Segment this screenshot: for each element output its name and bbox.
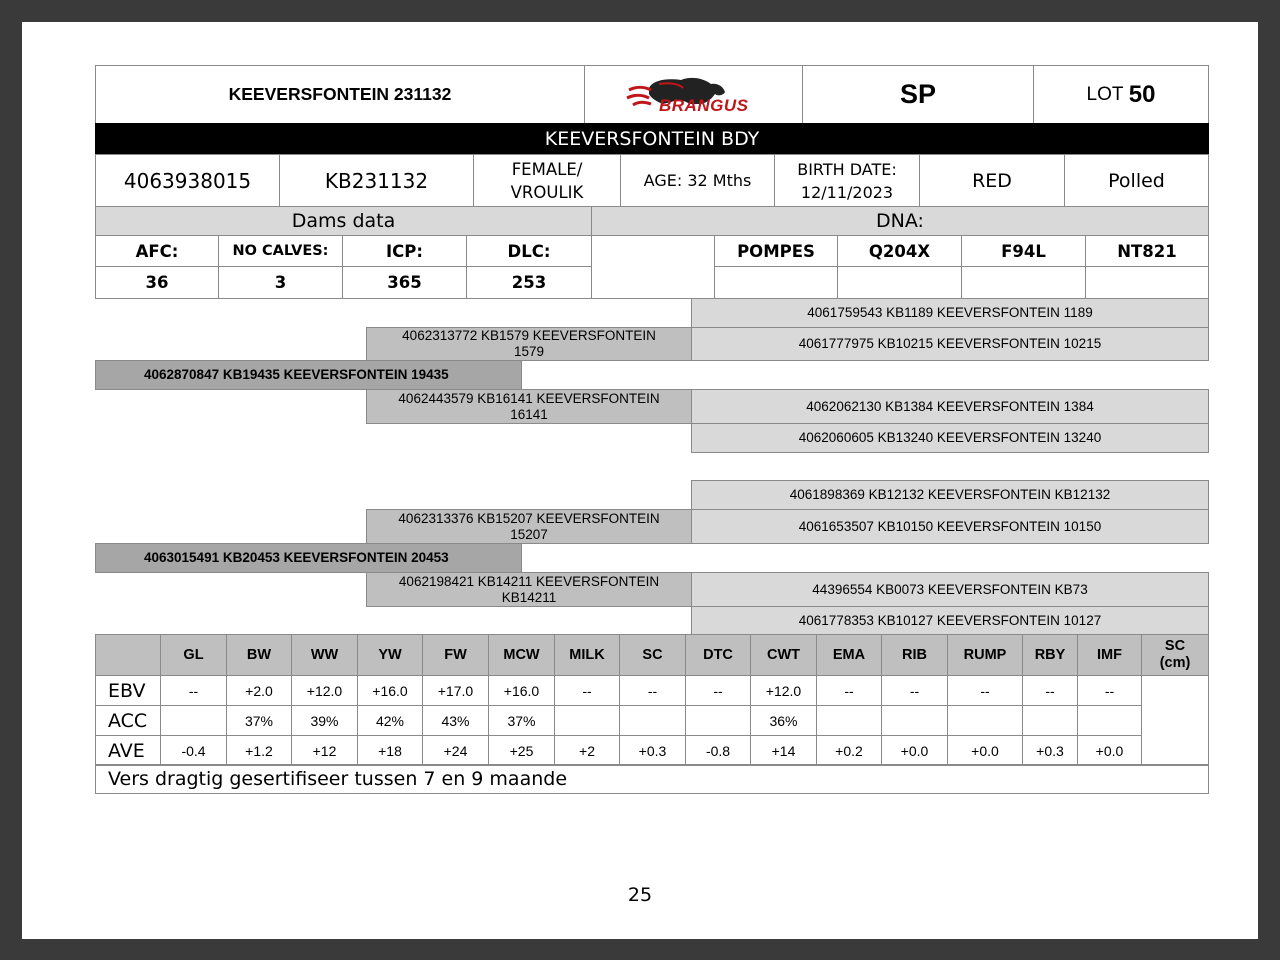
dna-blank-cell bbox=[591, 235, 715, 299]
lot-box bbox=[1033, 65, 1209, 124]
ebv-cell: -- bbox=[816, 675, 882, 706]
catalogue-page bbox=[22, 22, 1258, 939]
ebv-header-imf: IMF bbox=[1077, 634, 1142, 676]
dams-header-no-calves: NO CALVES: bbox=[218, 235, 343, 267]
ebv-cell: +12 bbox=[291, 735, 358, 766]
ebv-cell: +14 bbox=[750, 735, 817, 766]
dna-header-f94l: F94L bbox=[961, 235, 1086, 267]
ebv-header-sc: SC bbox=[619, 634, 686, 676]
ebv-cell bbox=[816, 705, 882, 736]
ebv-cell bbox=[1022, 705, 1078, 736]
ebv-cell: 37% bbox=[226, 705, 292, 736]
ebv-cell: +12.0 bbox=[291, 675, 358, 706]
ebv-header-milk: MILK bbox=[554, 634, 620, 676]
ebv-cell: -- bbox=[1022, 675, 1078, 706]
pedigree-sire: 4062870847 KB19435 KEEVERSFONTEIN 19435 bbox=[95, 360, 522, 390]
lot-label: LOT bbox=[1086, 83, 1124, 105]
ebv-cell: 42% bbox=[357, 705, 423, 736]
logo-text: BRANGUS bbox=[659, 96, 749, 115]
prefix-bar: KEEVERSFONTEIN BDY bbox=[95, 123, 1209, 155]
pedigree-sire-sire-sire: 4061759543 KB1189 KEEVERSFONTEIN 1189 bbox=[691, 298, 1209, 328]
pedigree-sire-dam-sire: 4062062130 KB1384 KEEVERSFONTEIN 1384 bbox=[691, 389, 1209, 424]
ebv-cell bbox=[881, 705, 948, 736]
colour: RED bbox=[919, 154, 1065, 207]
ebv-header-dtc: DTC bbox=[685, 634, 751, 676]
ebv-cell: +0.0 bbox=[1077, 735, 1142, 766]
ebv-cell: +25 bbox=[488, 735, 555, 766]
dna-title: DNA: bbox=[591, 206, 1209, 236]
sex-english: FEMALE/ bbox=[511, 159, 583, 179]
ebv-cell bbox=[685, 705, 751, 736]
ebv-header-yw: YW bbox=[357, 634, 423, 676]
ebv-header-sc-cm bbox=[1141, 634, 1209, 676]
dna-value-nt821 bbox=[1085, 266, 1209, 299]
ebv-cell: -- bbox=[881, 675, 948, 706]
class-code: SP bbox=[802, 65, 1034, 124]
ebv-header-rump: RUMP bbox=[947, 634, 1023, 676]
dna-header-pompes: POMPES bbox=[714, 235, 838, 267]
ebv-header-gl: GL bbox=[160, 634, 227, 676]
ebv-cell: -- bbox=[160, 675, 227, 706]
ebv-cell: -- bbox=[1077, 675, 1142, 706]
ebv-cell: 37% bbox=[488, 705, 555, 736]
dams-value-no-calves: 3 bbox=[218, 266, 343, 299]
ebv-cell: +17.0 bbox=[422, 675, 489, 706]
birth-date-label: BIRTH DATE: bbox=[797, 159, 897, 179]
pedigree-dam-dam: 4062198421 KB14211 KEEVERSFONTEIN KB14211 bbox=[366, 572, 692, 607]
dna-value-pompes bbox=[714, 266, 838, 299]
ebv-cell: +16.0 bbox=[488, 675, 555, 706]
ebv-cell: +0.3 bbox=[619, 735, 686, 766]
ebv-cell: +24 bbox=[422, 735, 489, 766]
ebv-cell bbox=[1077, 705, 1142, 736]
sc-label: SC bbox=[1164, 638, 1186, 654]
ebv-cell: -- bbox=[619, 675, 686, 706]
dna-value-q204x bbox=[837, 266, 962, 299]
ebv-sc-cm-value bbox=[1141, 675, 1209, 766]
ebv-header-ema: EMA bbox=[816, 634, 882, 676]
ebv-row-label-acc: ACC bbox=[95, 705, 161, 736]
pedigree-dam: 4063015491 KB20453 KEEVERSFONTEIN 20453 bbox=[95, 543, 522, 573]
ebv-cell: 43% bbox=[422, 705, 489, 736]
ebv-header-corner bbox=[95, 634, 161, 676]
ebv-header-cwt: CWT bbox=[750, 634, 817, 676]
ebv-cell: +1.2 bbox=[226, 735, 292, 766]
pedigree-sire-sire-dam: 4061777975 KB10215 KEEVERSFONTEIN 10215 bbox=[691, 327, 1209, 361]
ebv-cell: -- bbox=[685, 675, 751, 706]
dna-value-f94l bbox=[961, 266, 1086, 299]
pedigree-sire-dam-dam: 4062060605 KB13240 KEEVERSFONTEIN 13240 bbox=[691, 423, 1209, 453]
pedigree-sire-sire: 4062313772 KB1579 KEEVERSFONTEIN 1579 bbox=[366, 327, 692, 361]
ebv-cell: 36% bbox=[750, 705, 817, 736]
ebv-cell: +18 bbox=[357, 735, 423, 766]
dams-value-afc: 36 bbox=[95, 266, 219, 299]
pedigree-dam-sire-sire: 4061898369 KB12132 KEEVERSFONTEIN KB12132 bbox=[691, 480, 1209, 510]
pedigree-dam-sire-dam: 4061653507 KB10150 KEEVERSFONTEIN 10150 bbox=[691, 509, 1209, 544]
ebv-cell bbox=[554, 705, 620, 736]
pedigree-dam-sire: 4062313376 KB15207 KEEVERSFONTEIN 15207 bbox=[366, 509, 692, 544]
dams-header-icp: ICP: bbox=[342, 235, 467, 267]
dams-value-dlc: 253 bbox=[466, 266, 592, 299]
age: AGE: 32 Mths bbox=[620, 154, 775, 207]
ebv-row-label-ave: AVE bbox=[95, 735, 161, 766]
registration-number: 4063938015 bbox=[95, 154, 280, 207]
ebv-cell: +16.0 bbox=[357, 675, 423, 706]
birth-date bbox=[774, 154, 920, 207]
ebv-header-mcw: MCW bbox=[488, 634, 555, 676]
animal-name: KEEVERSFONTEIN 231132 bbox=[95, 65, 585, 124]
dams-value-icp: 365 bbox=[342, 266, 467, 299]
ebv-header-fw: FW bbox=[422, 634, 489, 676]
ebv-cell: +2.0 bbox=[226, 675, 292, 706]
ebv-cell bbox=[160, 705, 227, 736]
page-number: 25 bbox=[627, 884, 653, 906]
ebv-cell: 39% bbox=[291, 705, 358, 736]
pedigree-sire-dam: 4062443579 KB16141 KEEVERSFONTEIN 16141 bbox=[366, 389, 692, 424]
birth-date-value: 12/11/2023 bbox=[800, 182, 894, 202]
ebv-header-rby: RBY bbox=[1022, 634, 1078, 676]
ebv-cell bbox=[619, 705, 686, 736]
ebv-header-ww: WW bbox=[291, 634, 358, 676]
ebv-cell: -0.4 bbox=[160, 735, 227, 766]
dams-header-afc: AFC: bbox=[95, 235, 219, 267]
ebv-header-bw: BW bbox=[226, 634, 292, 676]
ebv-cell: +0.0 bbox=[881, 735, 948, 766]
pedigree-dam-dam-sire: 44396554 KB0073 KEEVERSFONTEIN KB73 bbox=[691, 572, 1209, 607]
ebv-cell: -- bbox=[554, 675, 620, 706]
lot-number: 50 bbox=[1128, 80, 1156, 108]
ebv-cell: -0.8 bbox=[685, 735, 751, 766]
ebv-cell: +2 bbox=[554, 735, 620, 766]
animal-id: KB231132 bbox=[279, 154, 474, 207]
pedigree-dam-dam-dam: 4061778353 KB10127 KEEVERSFONTEIN 10127 bbox=[691, 606, 1209, 635]
dna-header-nt821: NT821 bbox=[1085, 235, 1209, 267]
ebv-cell bbox=[947, 705, 1023, 736]
ebv-cell: +12.0 bbox=[750, 675, 817, 706]
brangus-logo bbox=[584, 65, 803, 124]
ebv-header-rib: RIB bbox=[881, 634, 948, 676]
ebv-cell: +0.0 bbox=[947, 735, 1023, 766]
sex-afrikaans: VROULIK bbox=[510, 182, 584, 202]
ebv-cell: -- bbox=[947, 675, 1023, 706]
dna-header-q204x: Q204X bbox=[837, 235, 962, 267]
horn-status: Polled bbox=[1064, 154, 1209, 207]
certification-note: Vers dragtig gesertifiseer tussen 7 en 9 maande bbox=[95, 764, 1209, 794]
ebv-row-label-ebv: EBV bbox=[95, 675, 161, 706]
dams-header-dlc: DLC: bbox=[466, 235, 592, 267]
ebv-cell: +0.3 bbox=[1022, 735, 1078, 766]
dams-data-title: Dams data bbox=[95, 206, 592, 236]
sc-unit: (cm) bbox=[1159, 655, 1191, 671]
ebv-cell: +0.2 bbox=[816, 735, 882, 766]
sex bbox=[473, 154, 621, 207]
